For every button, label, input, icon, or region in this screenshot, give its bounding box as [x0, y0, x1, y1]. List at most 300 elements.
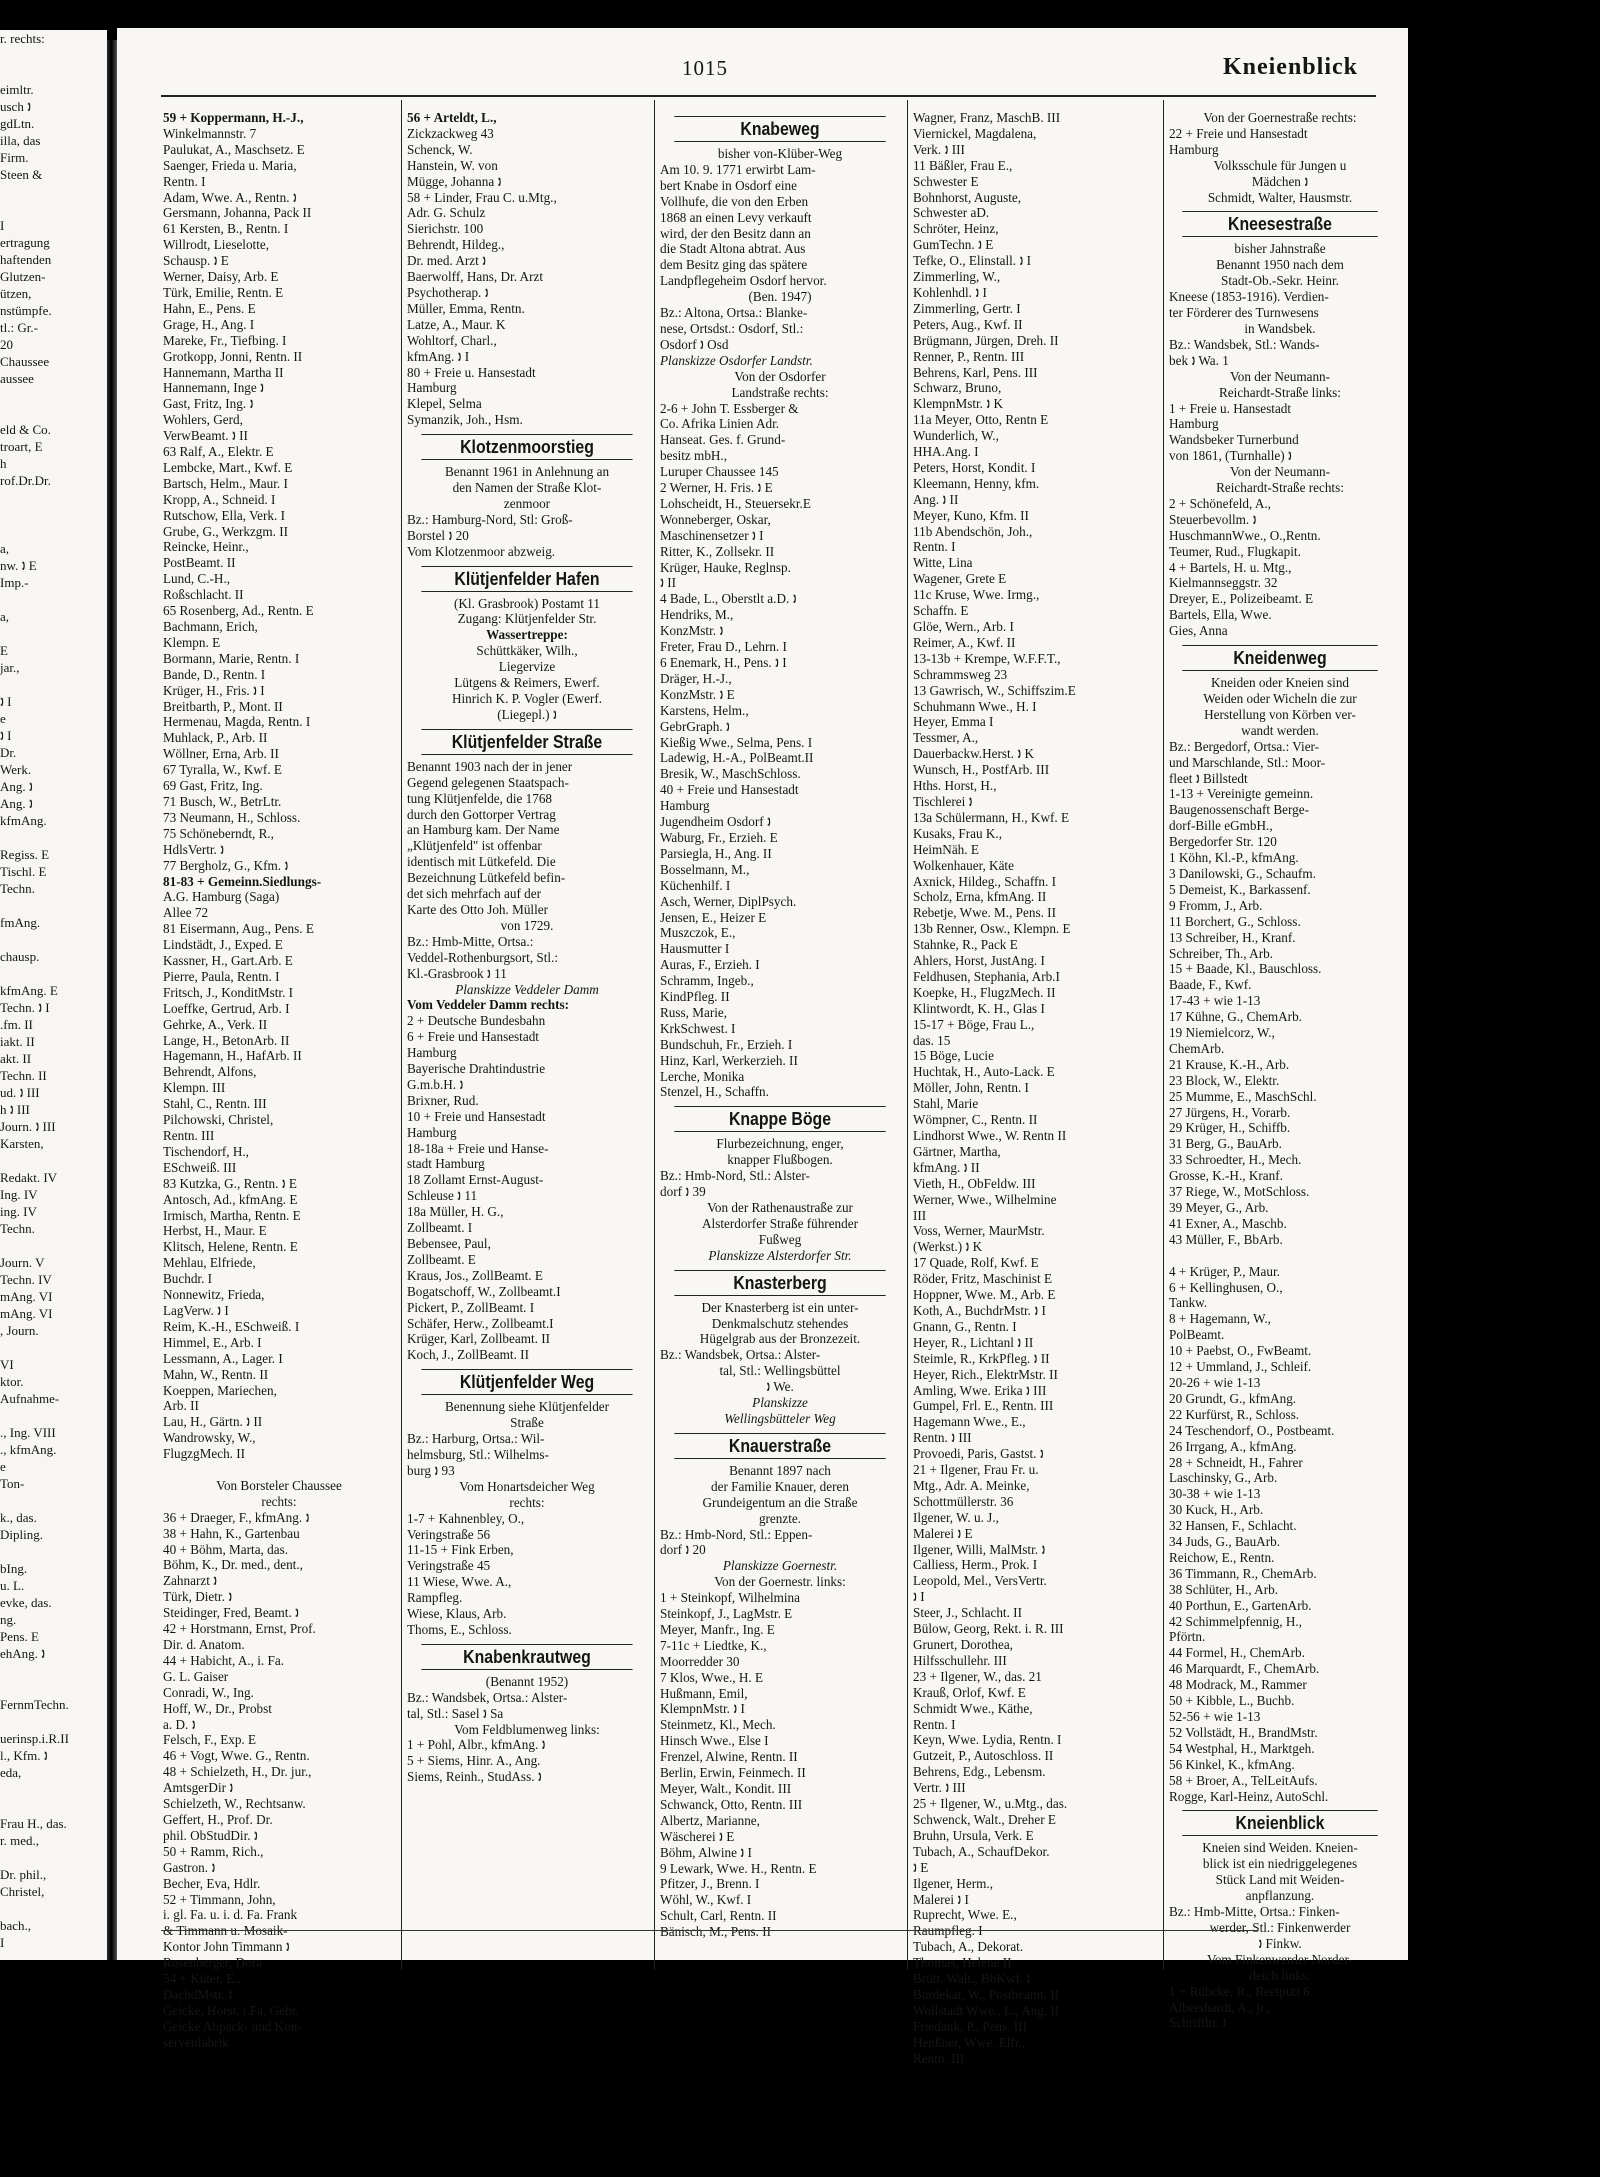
directory-line: Bz.: Hmb-Mitte, Ortsa.:	[407, 933, 534, 949]
directory-line: 42 Schimmelpfennig, H.,	[1169, 1613, 1302, 1629]
directory-line: Ahlers, Horst, JustAng. I	[913, 953, 1045, 969]
directory-line: 11b Abendschön, Joh.,	[913, 523, 1033, 539]
directory-line: Kneien sind Weiden. Kneien-	[1202, 1840, 1358, 1856]
margin-line: Dipling.	[0, 1527, 43, 1542]
directory-line: Karstens, Helm.,	[660, 702, 749, 718]
directory-line: Kusaks, Frau K.,	[913, 825, 1003, 841]
directory-line: Geicke, Horst, i.Fa. Gebr.	[163, 2002, 299, 2018]
directory-line: 13 Gawrisch, W., Schiffszim.E	[913, 682, 1076, 698]
directory-line: 46 + Vogt, Wwe. G., Rentn.	[163, 1748, 310, 1764]
directory-line: kfmAng. 🕽 II	[913, 1159, 980, 1175]
directory-line: Bohnhorst, Auguste,	[913, 189, 1022, 205]
directory-line: Berlin, Erwin, Feinmech. II	[660, 1765, 806, 1781]
directory-line: 🕽 Finkw.	[1258, 1935, 1302, 1951]
directory-line: Koch, J., ZollBeamt. II	[407, 1347, 529, 1363]
directory-line: 13 Schreiber, H., Kranf.	[1169, 929, 1296, 945]
directory-line: Co. Afrika Linien Adr.	[660, 416, 780, 432]
directory-line: Peters, Horst, Kondit. I	[913, 459, 1036, 475]
directory-line: 36 + Draeger, F., kfmAng. 🕽	[163, 1509, 310, 1525]
column-1	[163, 110, 395, 2051]
margin-line	[0, 1679, 107, 1696]
directory-line: Rentn. I	[163, 173, 206, 189]
directory-line: Lange, H., BetonArb. II	[163, 1032, 290, 1048]
street-heading: Knappe Böge	[674, 1106, 885, 1132]
directory-line: Tefke, O., Elinstall. 🕽 I	[913, 253, 1032, 269]
directory-line: 9 Lewark, Wwe. H., Rentn. E	[660, 1860, 817, 1876]
margin-line: r. med.,	[0, 1833, 39, 1848]
directory-line: 26 Irrgang, A., kfmAng.	[1169, 1438, 1297, 1454]
margin-line	[0, 931, 107, 948]
directory-line: Ruprecht, Wwe. E.,	[913, 1907, 1017, 1923]
margin-line: Imp.-	[0, 575, 29, 590]
directory-line: Jugendheim Osdorf 🕽	[660, 814, 771, 830]
margin-line: Karsten,	[0, 1136, 44, 1151]
directory-line: Frenzel, Alwine, Rentn. II	[660, 1749, 798, 1765]
directory-line: von 1729.	[500, 917, 554, 933]
directory-line: 6 + Kellinghusen, O.,	[1169, 1279, 1283, 1295]
directory-line: Thomas, Helene II	[913, 1955, 1012, 1971]
margin-line: Ton-	[0, 1476, 25, 1491]
directory-line: Kontor John Timmann 🕽	[163, 1939, 290, 1955]
directory-line: Bülow, Georg, Rekt. i. R. III	[913, 1621, 1064, 1637]
directory-line: Hannemann, Inge 🕽	[163, 380, 264, 396]
directory-line: Albershardt, A., jr.,	[1169, 1999, 1271, 2015]
directory-line: 37 Riege, W., MotSchloss.	[1169, 1184, 1310, 1200]
directory-line: 48 Modrack, M., Rammer	[1169, 1677, 1307, 1693]
directory-line: Rentn. I	[913, 1716, 956, 1732]
directory-line: Renner, P., Rentn. III	[913, 348, 1025, 364]
margin-line: jar.,	[0, 660, 20, 675]
directory-line: wird, der den Besitz dann an	[660, 225, 811, 241]
directory-line: Wöllner, Erna, Arb. II	[163, 746, 279, 762]
margin-line: Aufnahme-	[0, 1391, 60, 1406]
directory-line: Lohscheidt, H., Steuersekr.E	[660, 495, 811, 511]
directory-line: Arb. II	[163, 1398, 199, 1414]
directory-line: Schäfer, Herw., Zollbeamt.I	[407, 1315, 554, 1331]
margin-line: Techn.	[0, 881, 35, 896]
directory-line: Vom Honartsdeicher Weg	[459, 1478, 595, 1494]
directory-line: Tubach, A., SchaufDekor.	[913, 1843, 1050, 1859]
directory-line: 73 Neumann, H., Schloss.	[163, 809, 301, 825]
directory-line: 19 Niemielcorz, W.,	[1169, 1025, 1275, 1041]
directory-line: nese, Ortsdst.: Osdorf, Stl.:	[660, 320, 804, 336]
directory-line: 56 + Arteldt, L.,	[407, 110, 497, 125]
directory-line: Pierre, Paula, Rentn. I	[163, 968, 280, 984]
directory-line: (Liegepl.) 🕽	[497, 706, 557, 722]
directory-line: Jensen, E., Heizer E	[660, 909, 767, 925]
margin-line: .fm. II	[0, 1017, 33, 1032]
directory-line: LagVerw. 🕽 I	[163, 1302, 229, 1318]
street-heading: Knauerstraße	[674, 1433, 885, 1459]
directory-line: Hilfsschullehr. III	[913, 1652, 1007, 1668]
margin-line: eimltr.	[0, 82, 34, 97]
directory-line: kfmAng. 🕽 I	[407, 348, 470, 364]
directory-line: Behrens, Edg., Lebensm.	[913, 1764, 1046, 1780]
directory-line: Gärtner, Martha,	[913, 1143, 1001, 1159]
directory-line: 10 + Freie und Hansestadt	[407, 1108, 546, 1124]
directory-line: werder, Stl.: Finkenwerder	[1209, 1919, 1351, 1935]
directory-line: Felsch, F., Exp. E	[163, 1732, 257, 1748]
directory-line: 2 Werner, H. Fris. 🕽 E	[660, 480, 773, 496]
directory-line: Burdekat, W., Postbeamt. II	[913, 1986, 1060, 2002]
directory-line: dorf 🕽 39	[660, 1184, 706, 1200]
margin-line: Firm.	[0, 150, 29, 165]
directory-line: Himmel, E., Arb. I	[163, 1334, 262, 1350]
directory-line: 12 + Ummland, J., Schleif.	[1169, 1359, 1312, 1375]
margin-line: Regiss. E	[0, 847, 50, 862]
directory-line: ChemArb.	[1169, 1040, 1225, 1056]
directory-line: KonzMstr. 🕽	[660, 623, 724, 639]
directory-line: burg 🕽 93	[407, 1462, 455, 1478]
directory-line: helmsburg, Stl.: Wilhelms-	[407, 1446, 549, 1462]
directory-line: 🕽 We.	[766, 1379, 794, 1395]
directory-line: phil. ObStudDir. 🕽	[163, 1827, 258, 1843]
directory-line: Grunert, Dorothea,	[913, 1637, 1013, 1652]
directory-line: Bachmann, Erich,	[163, 619, 258, 634]
directory-line: 5 + Siems, Hinr. A., Ang.	[407, 1753, 541, 1769]
directory-line: 13a Schülermann, H., Kwf. E	[913, 809, 1070, 825]
directory-line: Türk, Dietr. 🕽	[163, 1589, 233, 1605]
directory-line: Willrodt, Lieselotte,	[163, 237, 270, 253]
directory-line: den Namen der Straße Klot-	[452, 480, 602, 496]
directory-line: Schenck, W.	[407, 141, 473, 157]
directory-line: 20 Grundt, G., kfmAng.	[1169, 1390, 1297, 1406]
directory-line: Schwester aD.	[913, 205, 990, 221]
directory-line: Schleuse 🕽 11	[407, 1188, 478, 1204]
directory-line	[1169, 1248, 1391, 1264]
margin-line: Journ. V	[0, 1255, 45, 1270]
directory-line: Ang. 🕽 II	[913, 491, 959, 507]
directory-line: 23 + Ilgener, W., das. 21	[913, 1668, 1042, 1684]
directory-line: Behrendt, Alfons,	[163, 1064, 257, 1080]
directory-line: Gumpel, Frl. E., Rentn. III	[913, 1398, 1054, 1414]
directory-line: Hanseat. Ges. f. Grund-	[660, 432, 786, 448]
directory-line: Alsterdorfer Straße führender	[702, 1215, 858, 1231]
margin-line: bIng.	[0, 1561, 28, 1576]
directory-line: HeimNäh. E	[913, 841, 979, 857]
directory-line: Breitbarth, P., Mont. II	[163, 698, 283, 714]
directory-line: 4 + Bartels, H. u. Mtg.,	[1169, 559, 1292, 575]
directory-line: Klepel, Selma	[407, 396, 482, 412]
directory-line: Wagner, Franz, MaschB. III	[913, 110, 1061, 125]
directory-line: Ilgener, Willi, MalMstr. 🕽	[913, 1541, 1046, 1557]
directory-line: Ilgener, Herm.,	[913, 1875, 994, 1891]
directory-line: die Stadt Altona abtrat. Aus	[660, 241, 806, 257]
directory-line: Rentn. III	[163, 1128, 215, 1143]
directory-line: Lindhorst Wwe., W. Rentn II	[913, 1128, 1067, 1143]
directory-line: Brütt, Walt., BbKwf. 🕽	[913, 1971, 1031, 1987]
directory-line: 41 Exner, A., Maschb.	[1169, 1215, 1287, 1231]
directory-line: Huchtak, H., Auto-Lack. E	[913, 1064, 1055, 1080]
directory-line: Volksschule für Jungen u	[1213, 157, 1347, 173]
directory-line: 59 + Koppermann, H.-J.,	[163, 110, 304, 125]
directory-line: 39 Meyer, G., Arb.	[1169, 1200, 1269, 1215]
directory-line: Planskizze Osdorfer Landstr.	[660, 352, 813, 368]
directory-line: Rentn. I	[913, 539, 956, 555]
directory-line: Veringstraße 56	[407, 1526, 491, 1542]
directory-line: & Timmann u. Mosaik-	[163, 1923, 288, 1939]
directory-line: Wohltorf, Charl.,	[407, 332, 497, 348]
margin-line: chausp.	[0, 949, 40, 964]
margin-line	[0, 1237, 107, 1254]
margin-line	[0, 1407, 107, 1424]
directory-line: Hermenau, Magda, Rentn. I	[163, 714, 311, 730]
directory-line: Von Borsteler Chaussee	[216, 1477, 342, 1493]
directory-line: Hinz, Karl, Werkerzieh. II	[660, 1052, 798, 1068]
margin-line: fmAng.	[0, 915, 41, 930]
directory-line: ESchweiß. III	[163, 1159, 237, 1175]
directory-line: 11-15 + Fink Erben,	[407, 1542, 514, 1558]
directory-line: Conradi, W., Ing.	[163, 1684, 254, 1700]
column-divider	[401, 100, 402, 1970]
margin-line: l., Kfm. 🕽	[0, 1748, 48, 1763]
directory-line: Gersmann, Johanna, Pack II	[163, 205, 312, 221]
margin-line: eld & Co.	[0, 422, 51, 437]
directory-line: Kneese (1853-1916). Verdien-	[1169, 289, 1329, 305]
directory-line: 6 + Freie und Hansestadt	[407, 1029, 539, 1045]
margin-line: troart, E	[0, 439, 43, 454]
directory-line: DachdMstr. 🕽	[163, 1986, 233, 2002]
directory-line: 11c Kruse, Wwe. Irmg.,	[913, 587, 1040, 603]
directory-line: Bogatschoff, W., Zollbeamt.I	[407, 1283, 561, 1299]
directory-line: PostBeamt. II	[163, 555, 236, 571]
directory-line: Latze, A., Maur. K	[407, 316, 506, 332]
column-2	[407, 110, 647, 1785]
margin-line	[0, 183, 107, 200]
directory-line: Steuerbevollm. 🕽	[1169, 511, 1257, 527]
directory-line: Bande, D., Rentn. I	[163, 666, 266, 682]
directory-line: Steidinger, Fred, Beamt. 🕽	[163, 1605, 300, 1621]
directory-line: Wandrowsky, W.,	[163, 1430, 256, 1446]
directory-line: Hamburg	[1169, 416, 1219, 432]
directory-line: Stenzel, H., Schaffn.	[660, 1084, 769, 1100]
directory-line: Nonnewitz, Frieda,	[163, 1287, 265, 1303]
directory-line: Kraus, Jos., ZollBeamt. E	[407, 1267, 543, 1283]
margin-line	[0, 1543, 107, 1560]
directory-line: Hths. Horst, H.,	[913, 778, 997, 794]
directory-line: 9 Fromm, J., Arb.	[1169, 897, 1263, 913]
directory-line: Grage, H., Ang. I	[163, 316, 255, 332]
directory-line: 29 Krüger, H., Schiffb.	[1169, 1120, 1291, 1136]
margin-line	[0, 506, 107, 523]
directory-line: Bz.: Hamburg-Nord, Stl: Groß-	[407, 511, 573, 527]
directory-line: G.m.b.H. 🕽	[407, 1076, 464, 1092]
directory-line: 54 + Küter, E.,	[163, 1971, 241, 1987]
directory-line: Ladewig, H.-A., PolBeamt.II	[660, 750, 814, 766]
directory-line: Bz.: Hmb-Nord, Stl.: Alster-	[660, 1168, 810, 1184]
margin-line: ud. 🕽 III	[0, 1085, 40, 1100]
directory-line: Loeffke, Gertrud, Arb. I	[163, 1000, 290, 1016]
directory-line: Benannt 1903 nach der in jener	[407, 758, 573, 774]
directory-line: Schüttkäker, Wilh.,	[476, 643, 578, 659]
directory-line: Irmisch, Martha, Rentn. E	[163, 1207, 301, 1223]
directory-line: (Werkst.) 🕽 K	[913, 1239, 983, 1255]
directory-line: 44 + Habicht, A., i. Fa.	[163, 1652, 284, 1668]
directory-line: Bz.: Hmb-Mitte, Ortsa.: Finken-	[1169, 1904, 1340, 1920]
margin-line	[0, 676, 107, 693]
directory-line: KonzMstr. 🕽 E	[660, 686, 735, 702]
directory-line: Tubach, A., Dekorat.	[913, 1939, 1024, 1955]
directory-line: Benannt 1897 nach	[729, 1462, 831, 1478]
directory-line: 42 + Horstmann, Ernst, Prof.	[163, 1621, 316, 1637]
directory-line: GumTechn. 🕽 E	[913, 237, 994, 253]
margin-line	[0, 1492, 107, 1509]
directory-line: durch den Gottorper Vertrag	[407, 806, 556, 822]
directory-line: Grosse, K.-H., Kranf.	[1169, 1168, 1283, 1184]
directory-line: Wollstadt Wwe., L., Ang. II	[913, 2002, 1060, 2018]
margin-line: Tischl. E	[0, 864, 47, 879]
directory-line: Krüger, Hauke, Reglnsp.	[660, 559, 791, 575]
directory-line: 1868 an einen Levy verkauft	[660, 209, 812, 225]
directory-line: besitz mbH.,	[660, 448, 728, 464]
directory-line: Bormann, Marie, Rentn. I	[163, 650, 300, 666]
directory-line: 40 Porthun, E., GartenArb.	[1169, 1597, 1312, 1613]
margin-line: a,	[0, 609, 10, 624]
directory-line: Wassertreppe:	[486, 627, 568, 643]
directory-line: Von der Rathenaustraße zur	[707, 1200, 853, 1215]
directory-line: bek 🕽 Wa. 1	[1169, 352, 1229, 368]
directory-line: Hamburg	[1169, 141, 1219, 157]
directory-line: 🕽 I	[913, 1589, 925, 1605]
directory-line: 23 Block, W., Elektr.	[1169, 1072, 1280, 1088]
directory-line: 27 Jürgens, H., Vorarb.	[1169, 1104, 1291, 1120]
directory-line: Schröter, Heinz,	[913, 221, 999, 237]
margin-line	[0, 897, 107, 914]
directory-line: Bresik, W., MaschSchloss.	[660, 766, 801, 782]
directory-line: Denkmalschutz stehendes	[711, 1315, 849, 1331]
directory-line: Geicke Abpack- und Kon-	[163, 2018, 302, 2034]
directory-line: HuschmannWwe., O.,Rentn.	[1169, 527, 1321, 543]
directory-line: 40 + Böhm, Marta, das.	[163, 1541, 289, 1557]
directory-line: Schreiber, Th., Arb.	[1169, 945, 1273, 961]
margin-line	[0, 64, 107, 81]
directory-line: Grotkopp, Jonni, Rentn. II	[163, 348, 303, 364]
directory-line: 6 Enemark, H., Pens. 🕽 I	[660, 655, 787, 670]
directory-line: Baugenossenschaft Berge-	[1169, 802, 1310, 818]
directory-line: Schwanck, Otto, Rentn. III	[660, 1796, 803, 1812]
directory-line: Feldhusen, Stephania, Arb.I	[913, 968, 1060, 984]
directory-line: Buchdr. I	[163, 1271, 213, 1287]
directory-line: Schwenck, Walt., Dreher E	[913, 1811, 1056, 1827]
directory-line: Vom Finkenwerder Norder-	[1207, 1951, 1353, 1967]
directory-line: Benennung siehe Klütjenfelder	[444, 1399, 610, 1415]
directory-line: Osdorf 🕽 Osd	[660, 336, 729, 352]
margin-line: evke, das.	[0, 1595, 52, 1610]
street-heading: Klotzenmoorstieg	[421, 434, 632, 460]
directory-line: 52-56 + wie 1-13	[1169, 1709, 1261, 1724]
directory-line: Viernickel, Magdalena,	[913, 125, 1037, 141]
directory-line: Kassner, H., Gart.Arb. E	[163, 953, 293, 969]
street-heading: Knasterberg	[674, 1270, 885, 1296]
directory-line: Mahn, W., Rentn. II	[163, 1366, 269, 1382]
directory-line: Rentn. III	[913, 2050, 965, 2066]
directory-line: Asch, Werner, DiplPsych.	[660, 893, 797, 909]
directory-line: Landpflegeheim Osdorf hervor.	[660, 273, 827, 289]
directory-line: Pickert, P., ZollBeamt. I	[407, 1299, 535, 1315]
margin-line: ertragung	[0, 235, 50, 250]
directory-line: HHA.Ang. I	[913, 444, 979, 460]
directory-line: Hamburg	[407, 1124, 457, 1140]
directory-line: 3 Danilowski, G., Schaufm.	[1169, 865, 1316, 881]
directory-line: Weiden oder Wicheln die zur	[1203, 691, 1357, 706]
directory-line: Von der Neumann-	[1229, 464, 1331, 480]
directory-line: Wolkenhauer, Käte	[913, 857, 1014, 873]
directory-line: 25 Mumme, E., MaschSchl.	[1169, 1088, 1317, 1104]
directory-line: Gehrke, A., Verk. II	[163, 1016, 268, 1032]
directory-line: GebrGraph. 🕽	[660, 718, 730, 734]
directory-line: Heyer, Rich., ElektrMstr. II	[913, 1366, 1058, 1382]
directory-line: rechts:	[509, 1494, 545, 1510]
margin-line: h 🕽 III	[0, 1102, 30, 1117]
directory-line: Hagemann, H., HafArb. II	[163, 1048, 302, 1064]
margin-line: Steen &	[0, 167, 43, 182]
directory-line: 13-13b + Krempe, W.F.F.T.,	[913, 650, 1061, 666]
margin-line	[0, 625, 107, 642]
directory-line: Liegervize	[498, 659, 556, 675]
directory-line: Von der Osdorfer	[734, 368, 826, 384]
directory-line: 4 + Krüger, P., Maur.	[1169, 1263, 1280, 1279]
directory-line: Pförtn.	[1169, 1629, 1206, 1645]
directory-line: 21 + Ilgener, Frau Fr. u.	[913, 1462, 1039, 1478]
directory-line: Mügge, Johanna 🕽	[407, 173, 502, 189]
directory-line: 56 Kinkel, K., kfmAng.	[1169, 1756, 1295, 1772]
directory-line: grenzte.	[758, 1510, 802, 1526]
directory-line: Bz.: Wandsbek, Ortsa.: Alster-	[660, 1347, 821, 1363]
directory-line: 52 + Timmann, John,	[163, 1891, 276, 1907]
directory-line: Krüger, H., Fris. 🕽 I	[163, 682, 265, 698]
margin-line: ., Ing. VIII	[0, 1425, 56, 1440]
margin-line: ktor.	[0, 1374, 24, 1389]
directory-line: Lund, C.-H.,	[163, 571, 231, 587]
directory-line: Tischendorf, H.,	[163, 1143, 249, 1159]
directory-line: 11 Borchert, G., Schloss.	[1169, 913, 1301, 929]
margin-line: Christel,	[0, 1884, 45, 1899]
directory-line: Adr. G. Schulz	[407, 205, 486, 221]
street-heading: Knabeweg	[674, 116, 885, 142]
margin-line: illa, das	[0, 133, 41, 148]
directory-line: Bänisch, M., Pens. II	[660, 1924, 771, 1940]
directory-line: Behrens, Karl, Pens. III	[913, 364, 1038, 380]
directory-line: deich links:	[1249, 1967, 1311, 1983]
directory-line: Freter, Frau D., Lehrn. I	[660, 639, 787, 655]
directory-line: Gnann, G., Rentn. I	[913, 1318, 1017, 1334]
directory-line: Steinmetz, Kl., Mech.	[660, 1717, 776, 1733]
margin-line: r. rechts:	[0, 31, 45, 46]
directory-line: Reincke, Heinr.,	[163, 539, 249, 555]
directory-line: Schwarz, Bruno,	[913, 380, 1002, 396]
margin-line: mAng. VI	[0, 1289, 53, 1304]
directory-line: Bosselmann, M.,	[660, 861, 750, 877]
margin-line: Redakt. IV	[0, 1170, 58, 1185]
directory-line: Mehlau, Elfriede,	[163, 1255, 256, 1271]
directory-line: Bz.: Bergedorf, Ortsa.: Vier-	[1169, 738, 1320, 754]
directory-line: Veringstraße 45	[407, 1558, 491, 1574]
directory-line: Meyer, Manfr., Ing. E	[660, 1621, 775, 1637]
directory-line: Hagemann Wwe., E.,	[913, 1414, 1026, 1430]
directory-line: „Klütjenfeld" ist offenbar	[407, 838, 542, 854]
directory-line: Ilgener, W. u. J.,	[913, 1509, 999, 1525]
directory-line: Vom Feldblumenweg links:	[454, 1721, 600, 1737]
directory-line: Heyer, Emma I	[913, 714, 994, 730]
directory-line: G. L. Gaiser	[163, 1668, 229, 1684]
directory-line: Hügelgrab aus der Bronzezeit.	[699, 1331, 861, 1347]
directory-line: Bezeichnung Lütkefeld befin-	[407, 870, 566, 886]
directory-line: tung Klütjenfelde, die 1768	[407, 790, 553, 806]
directory-line: Lembcke, Mart., Kwf. E	[163, 459, 293, 475]
directory-line: Kleemann, Henny, kfm.	[913, 475, 1040, 491]
directory-line: Böhm, K., Dr. med., dent.,	[163, 1557, 303, 1573]
directory-line: Schausp. 🕽 E	[163, 253, 229, 269]
